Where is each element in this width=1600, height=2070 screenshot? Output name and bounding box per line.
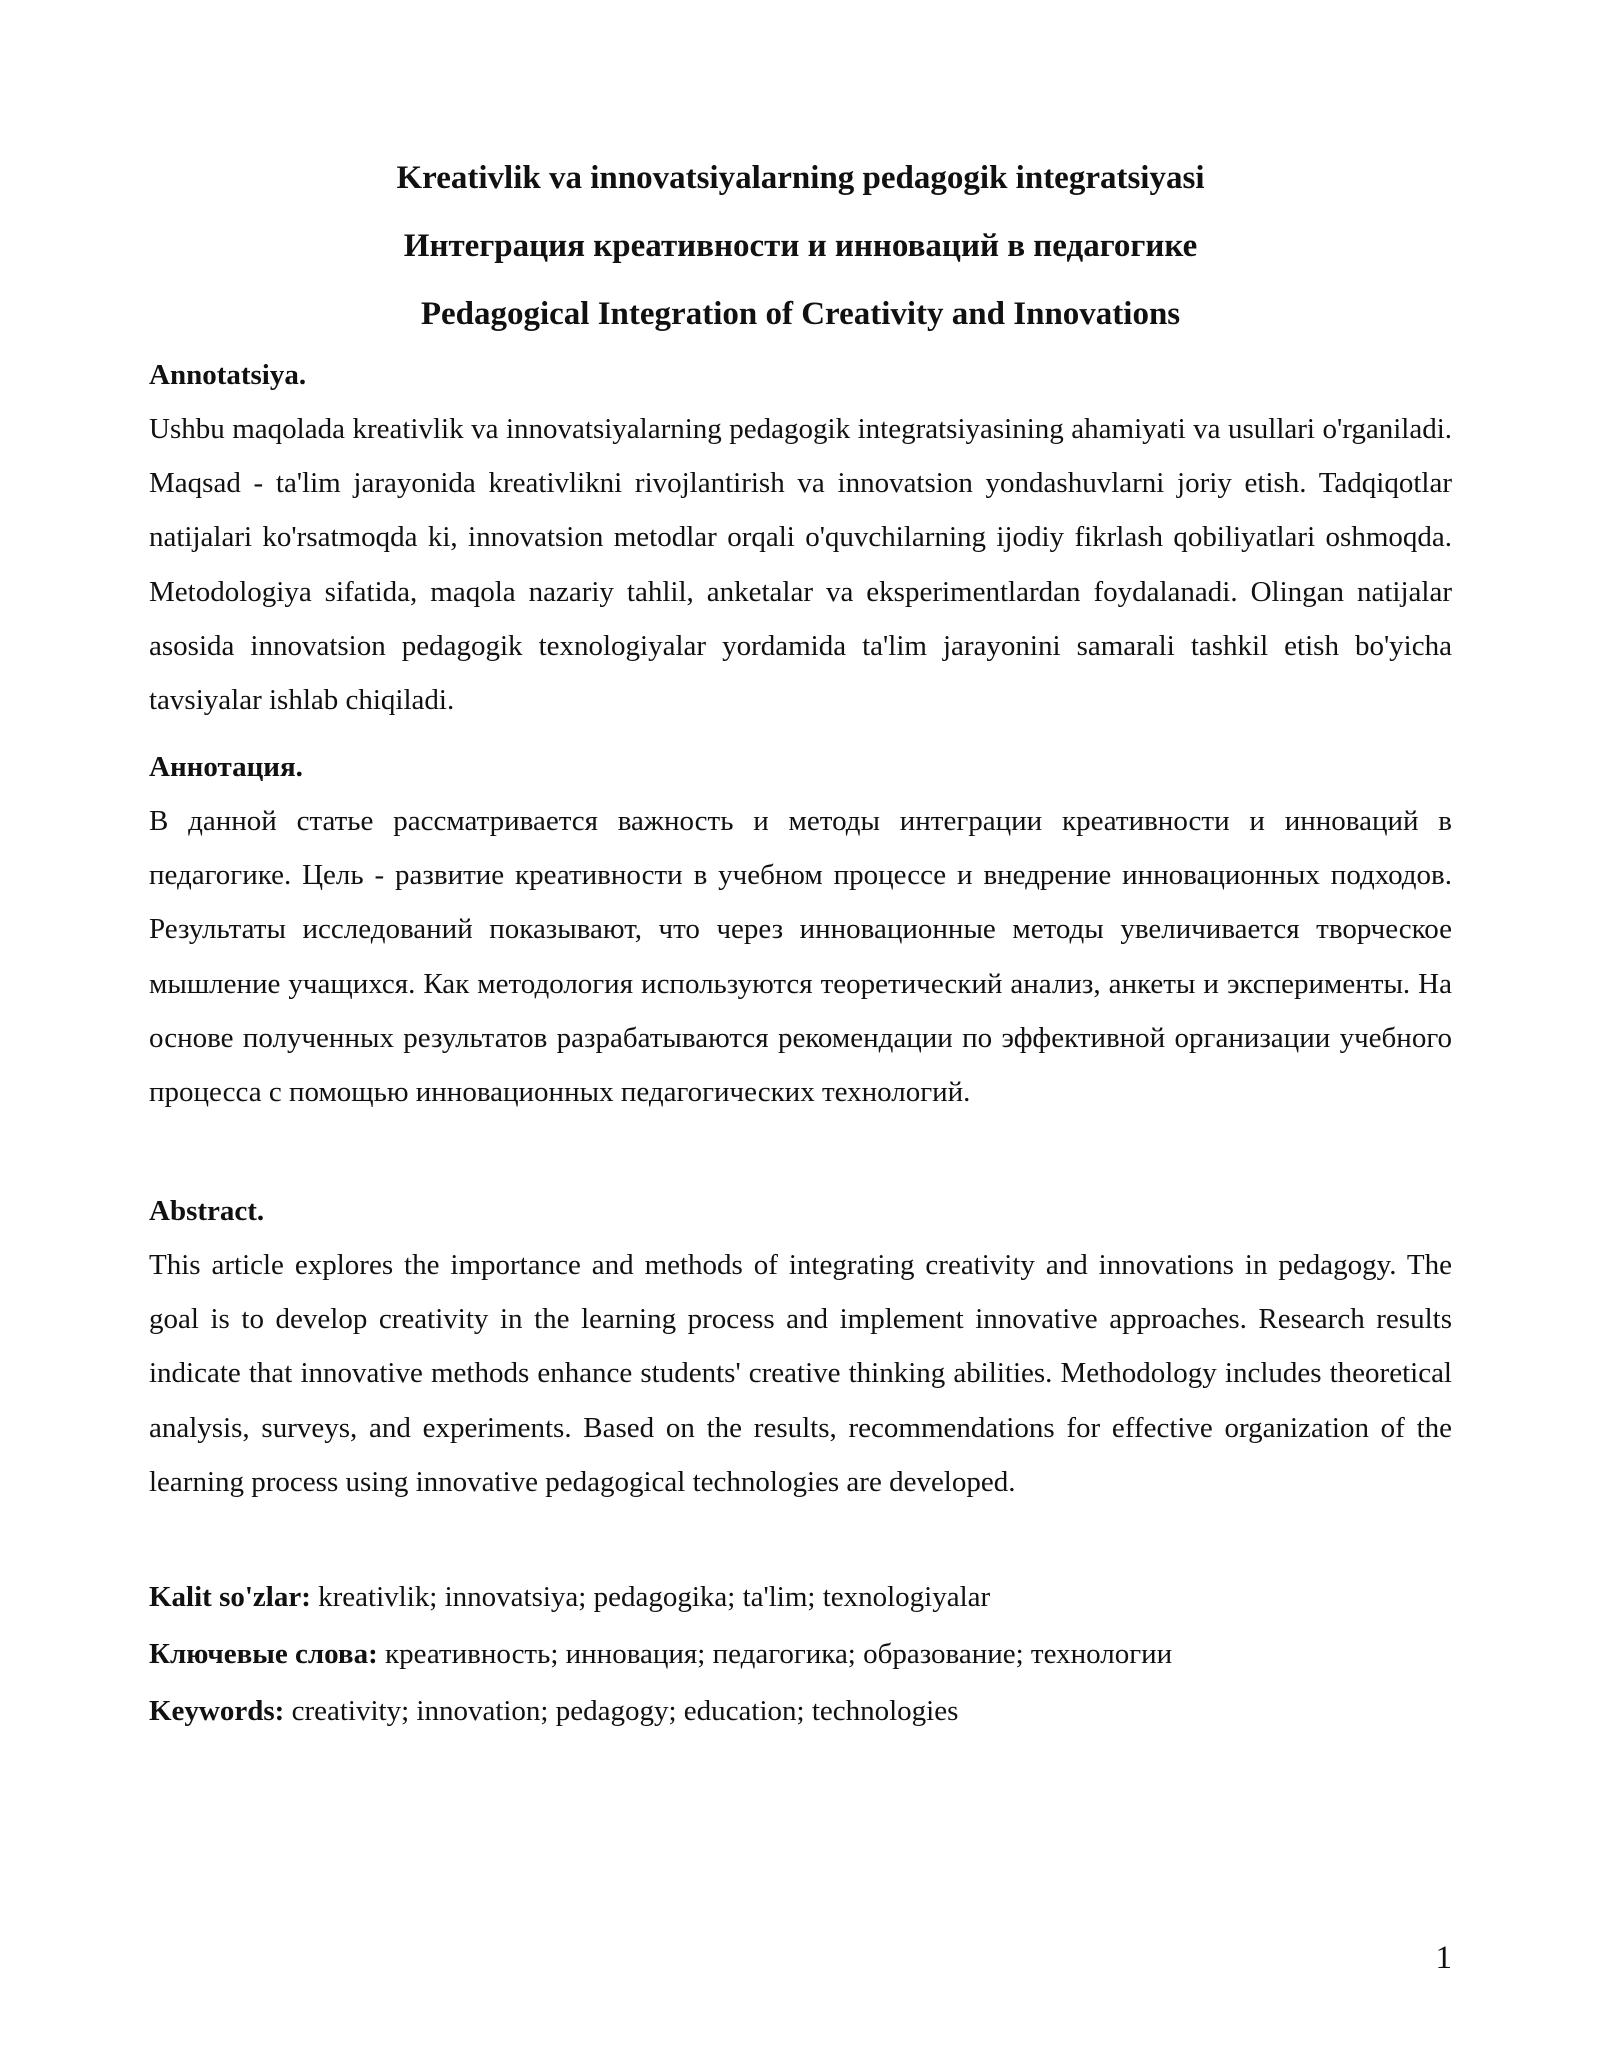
annotation-uzbek-text: Ushbu maqolada kreativlik va innovatsiyalarning pedagogik integratsiyasining ahamiyati va usullari o'rganiladi. Maqsad - ta'lim jarayonida kreativlikni rivojlantirish va innovatsion yondashuvlarni joriy etish. Tadqiqotlar natijalari ko'rsatmoqda ki, innovatsion metodlar orqali o'quvchilarning ijodiy fikrlash qobiliyatlari oshmoqda. Metodologiya sifatida, maqola nazariy tahlil, anketalar va eksperimentlardan foydalanadi. Olingan natijalar asosida innovatsion pedagogik texnologiyalar yordamida ta'lim jarayonini samarali tashkil etish bo'yicha tavsiyalar ishlab chiqiladi. (149, 413, 1452, 717)
annotation-uzbek-section (149, 348, 1452, 727)
annotation-russian-section (149, 740, 1452, 1119)
annotation-uzbek-heading: Annotatsiya. (149, 359, 307, 391)
keywords-russian-label: Ключевые слова: (149, 1638, 378, 1670)
document-page (149, 0, 1452, 2070)
keywords-english (149, 1683, 1452, 1739)
keywords-english-value: creativity; innovation; pedagogy; education; technologies (291, 1695, 959, 1727)
title-russian: Интеграция креативности и инноваций в педагогике (403, 228, 1198, 264)
keywords-russian (149, 1626, 1452, 1682)
annotation-russian-heading: Аннотация. (149, 751, 303, 783)
keywords-uzbek-label: Kalit so'zlar: (149, 1581, 311, 1613)
keywords-uzbek (149, 1569, 1452, 1625)
title-block (149, 144, 1452, 348)
title-uzbek: Kreativlik va innovatsiyalarning pedagogik integratsiyasi (396, 160, 1205, 196)
keywords-russian-value: креативность; инновация; педагогика; образование; технологии (385, 1638, 1173, 1670)
abstract-english-text: This article explores the importance and methods of integrating creativity and innovations in pedagogy. The goal is to develop creativity in the learning process and implement innovative approaches. Research results indicate that innovative methods enhance students' creative thinking abilities. Methodology includes theoretical analysis, surveys, and experiments. Based on the results, recommendations for effective organization of the learning process using innovative pedagogical technologies are developed. (149, 1249, 1452, 1498)
abstract-english-heading: Abstract. (149, 1195, 265, 1227)
keywords-uzbek-value: kreativlik; innovatsiya; pedagogika; ta'lim; texnologiyalar (318, 1581, 991, 1613)
abstract-english-section (149, 1184, 1452, 1509)
title-english: Pedagogical Integration of Creativity and Innovations (420, 296, 1181, 332)
page-number: 1 (1435, 1940, 1452, 1976)
keywords-english-label: Keywords: (149, 1695, 285, 1727)
annotation-russian-text: В данной статье рассматривается важность и методы интеграции креативности и инноваций в педагогике. Цель - развитие креативности в учебном процессе и внедрение инновационных подходов. Результаты исследований показывают, что через инновационные методы увеличивается творческое мышление учащихся. Как методология используются теоретический анализ, анкеты и эксперименты. На основе полученных результатов разрабатываются рекомендации по эффективной организации учебного процесса с помощью инновационных педагогических технологий. (149, 805, 1452, 1109)
